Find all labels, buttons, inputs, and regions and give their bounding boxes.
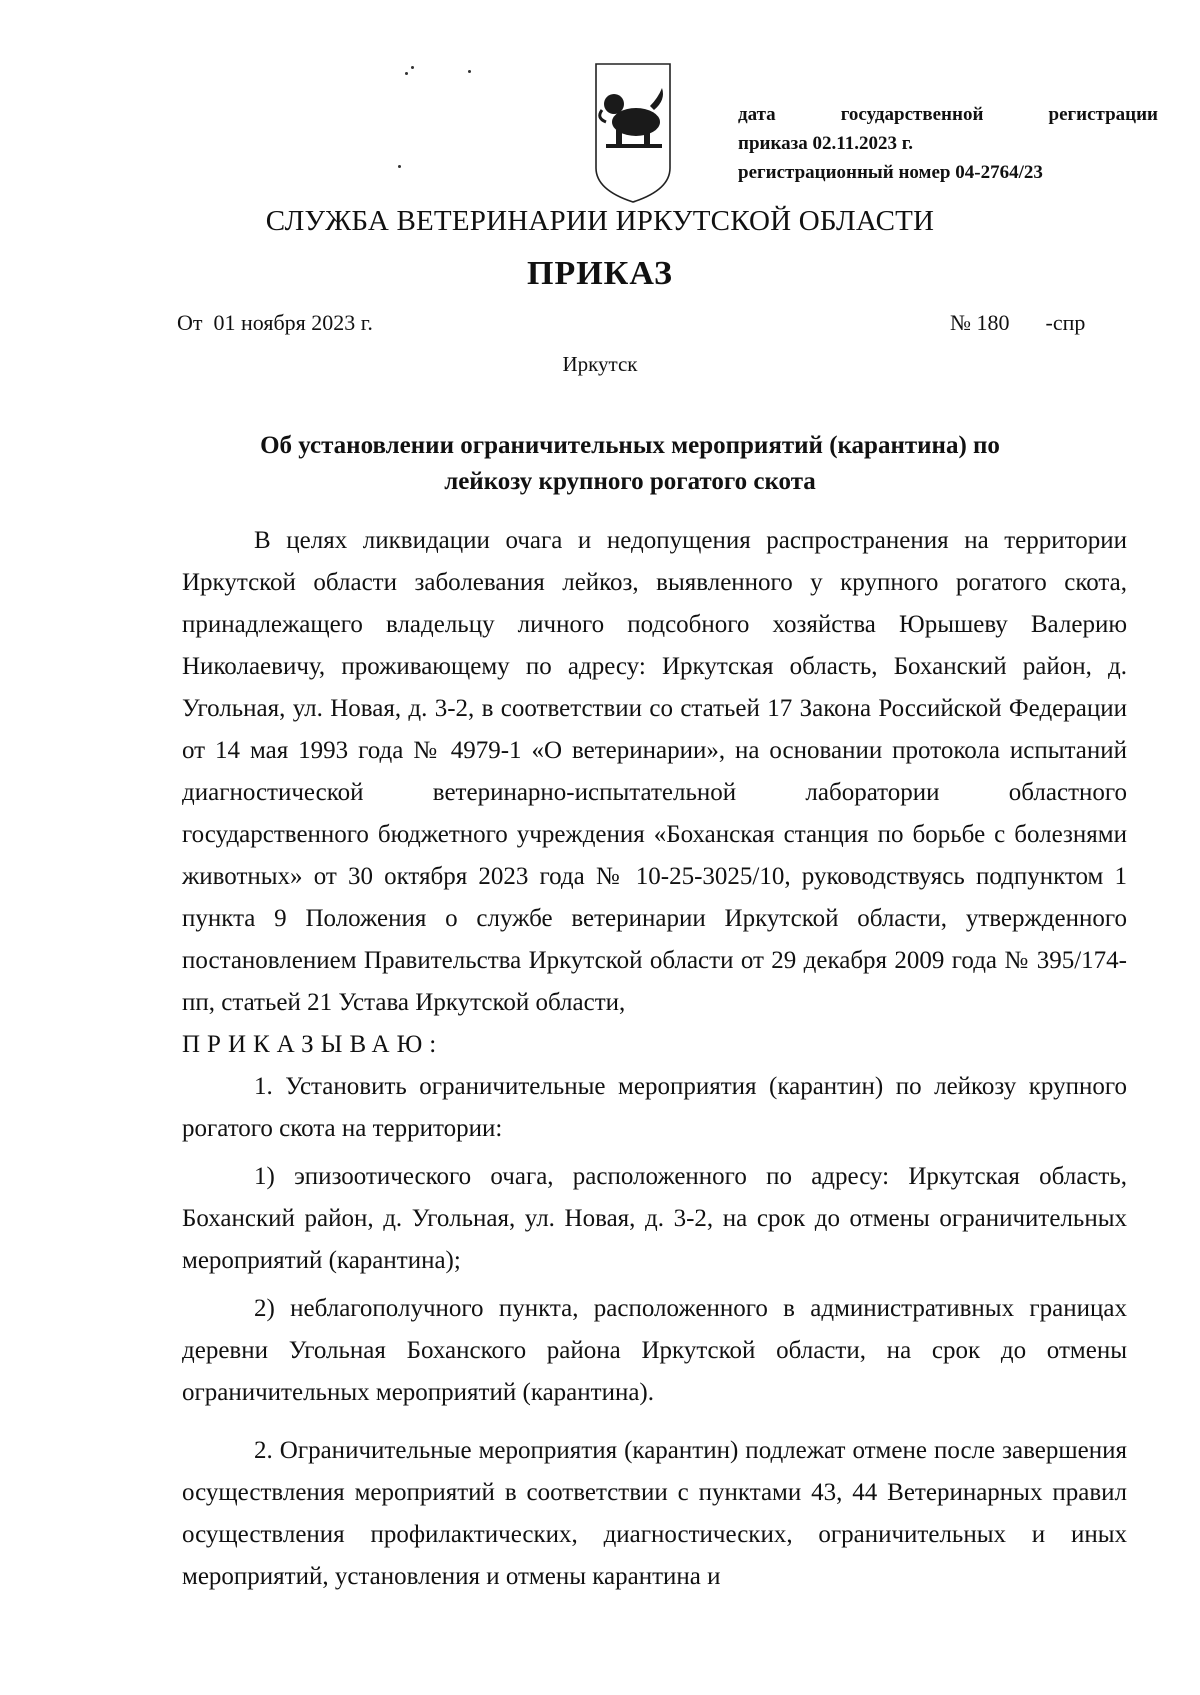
scan-speck: [398, 165, 401, 168]
registration-block: [738, 100, 1158, 187]
order-word: ПРИКАЗЫВАЮ:: [182, 1031, 444, 1058]
item-1-paragraph: 1. Установить ограничительные мероприятия (карантин) по лейкозу крупного рогатого скота на территории:: [182, 1073, 1127, 1142]
order-number-suffix: -спр: [1045, 310, 1086, 335]
registration-date: приказа 02.11.2023 г.: [738, 133, 913, 154]
order-subject: [180, 428, 1080, 500]
item-1-2-paragraph: 2) неблагополучного пункта, расположенного в административных границах деревни Угольная Боханского района Иркутской области, на срок до отмены ограничительных мероприятий (карантина).: [182, 1295, 1127, 1406]
registration-number: регистрационный номер 04-2764/23: [738, 162, 1043, 183]
order-body: [182, 520, 1127, 1598]
scan-speck: [411, 66, 414, 69]
scan-speck: [405, 72, 408, 75]
preamble-paragraph: В целях ликвидации очага и недопущения распространения на территории Иркутской области заболевания лейкоз, выявленного у крупного рогатого скота, принадлежащего владельцу личного подсобного хозяйства Юрышеву Валерию Николаевичу, проживающему по адресу: Иркутская область, Боханский район, д. Угольная, ул. Новая, д. 3-2, в соответствии со статьей 17 Закона Российской Федерации от 14 мая 1993 года № 4979-1 «О ветеринарии», на основании протокола испытаний диагностической ветеринарно-испытательной лаборатории областного государственного бюджетного учреждения «Боханская станция по борьбе с болезнями животных» от 30 октября 2023 года № 10-25-3025/10, руководствуясь подпунктом 1 пункта 9 Положения о службе ветеринарии Иркутской области, утвержденного постановлением Правительства Иркутской области от 29 декабря 2009 года № 395/174-пп, статьей 21 Устава Иркутской области,: [182, 527, 1127, 1016]
order-date: От 01 ноября 2023 г.: [177, 310, 373, 335]
service-name: СЛУЖБА ВЕТЕРИНАРИИ ИРКУТСКОЙ ОБЛАСТИ: [265, 205, 935, 237]
irkutsk-coat-of-arms-icon: [592, 60, 674, 206]
item-1-1-paragraph: 1) эпизоотического очага, расположенного по адресу: Иркутская область, Боханский район, д. Угольная, ул. Новая, д. 3-2, на срок до отмены ограничительных мероприятий (карантина);: [182, 1163, 1127, 1274]
order-number-value: № 180: [950, 310, 1010, 335]
order-city: Иркутск: [562, 352, 638, 376]
subject-line-1: Об установлении ограничительных мероприятий (карантина) по: [260, 432, 1000, 459]
registration-word-3: регистрации: [1048, 104, 1158, 125]
registration-line-1: [738, 100, 1158, 129]
registration-word-2: государственной: [840, 104, 984, 125]
document-type-title: ПРИКАЗ: [527, 255, 673, 292]
item-2-paragraph: 2. Ограничительные мероприятия (карантин) подлежат отмене после завершения осуществления мероприятий в соответствии с пунктами 43, 44 Ветеринарных правил осуществления профилактических, диагностических, ограничительных и иных мероприятий, установления и отмены карантина и: [182, 1437, 1127, 1590]
registration-word-1: дата: [738, 104, 776, 125]
scan-speck: [468, 70, 471, 73]
subject-line-2: лейкозу крупного рогатого скота: [444, 468, 816, 495]
order-number: [950, 310, 1085, 336]
